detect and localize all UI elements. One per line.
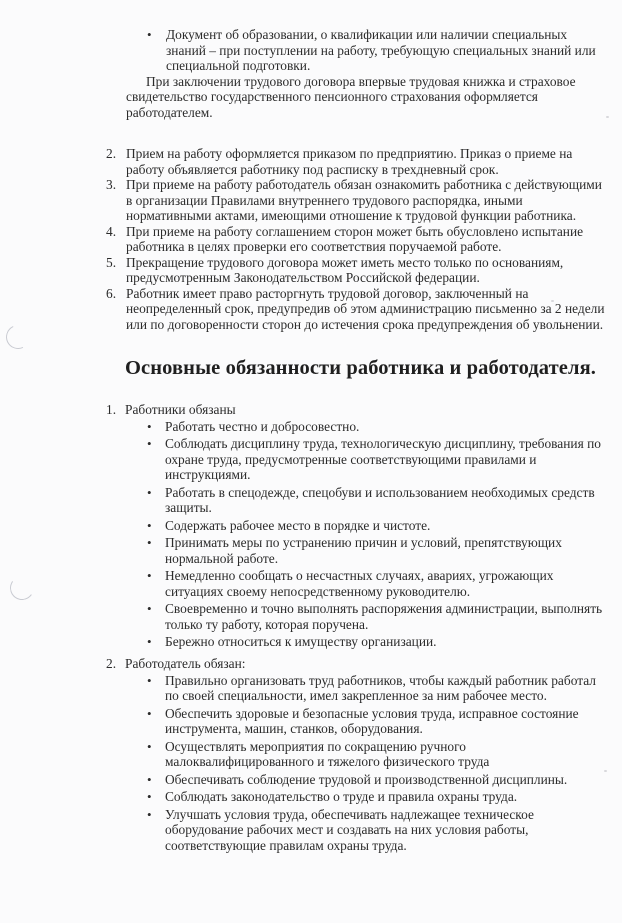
list-number: 3. [106,177,117,192]
section-bullet-line: Содержать рабочее место в порядке и чистоте. [165,517,431,533]
section-bullet-line: оборудование рабочих мест и создавать на них условия работы, [165,822,529,837]
list-item-line: При приеме на работу соглашением сторон может быть обусловлено испытание [126,223,584,239]
section-title: Работники обязаны [125,402,236,417]
section-bullet-line: Соблюдать законодательство о труде и правила охраны труда. [165,789,518,804]
list-number: 4. [106,223,117,239]
section-bullet-line: защиты. [165,500,212,515]
bullet-icon: • [147,517,152,533]
section-bullet-line: Обеспечить здоровые и безопасные условия труда, исправное состояние [165,705,579,721]
bullet-icon: • [147,672,152,688]
section-bullet-line: Правильно организовать труд работников, чтобы каждый работник работал [165,672,596,688]
list-item-line: в организации Правилами внутреннего трудового распорядка, иными [126,192,523,208]
section-bullet-line: нормальной работе. [165,550,279,566]
bullet-icon: • [147,601,152,616]
section-bullet-line: по своей специальности, имел закрепленное за ним рабочее место. [165,688,547,703]
list-number: 2. [106,146,117,161]
section-bullet-line: Улучшать условия труда, обеспечивать надлежащее техническое [165,806,534,822]
section-bullet-line: ситуациях своему непосредственному руководителю. [165,583,471,599]
bullet-icon: • [147,27,152,42]
intro-bullet-line: специальной подготовки. [166,58,311,73]
section-bullet-line: Соблюдать дисциплину труда, технологическую дисциплину, требования по [165,436,601,451]
intro-paragraph-line: работодателем. [126,104,213,120]
bullet-icon: • [147,705,152,721]
intro-paragraph-line: При заключении трудового договора впервые трудовая книжка и страховое [146,73,576,89]
bullet-icon: • [147,418,152,434]
bullet-icon: • [147,535,152,550]
list-item-line: или по договоренности сторон до истечения срока предупреждения об увольнении. [126,316,604,332]
bullet-icon: • [147,568,152,583]
section-bullet-line: соответствующие правилам охраны труда. [165,837,407,853]
list-item-line: Прием на работу оформляется приказом по предприятию. Приказ о приеме на [126,146,573,161]
section-bullet-line: Своевременно и точно выполнять распоряжения администрации, выполнять [165,601,603,616]
list-item-line: неопределенный срок, предупредив об этом администрацию письменно за 2 недели [126,301,605,316]
bullet-icon: • [147,738,152,754]
section-bullet-line: Работать честно и добросовестно. [165,418,360,434]
bullet-icon: • [147,634,152,649]
list-item-line: Прекращение трудового договора может иметь место только по основаниям, [126,254,564,270]
bullet-icon: • [147,789,152,804]
list-item-line: нормативными актами, имеющими отношение к трудовой функции работника. [126,208,577,223]
section-bullet-line: Работать в спецодежде, спецобуви и использованием необходимых средств [165,484,595,500]
list-item-line: работника в целях проверки его соответствия поручаемой работе. [126,239,502,254]
section-number: 1. [106,402,117,417]
section-bullet-line: Принимать меры по устранению причин и условий, препятствующих [165,535,562,550]
section-bullet-line: охране труда, предусмотренные соответствующими правилами и [165,451,537,467]
list-item-line: предусмотренным Законодательством Российской федерации. [126,270,480,285]
list-number: 6. [106,285,117,301]
section-bullet-line: только ту работу, которая поручена. [165,616,369,632]
bullet-icon: • [147,806,152,822]
section-title: Работодатель обязан: [125,656,246,671]
section-bullet-line: инструкциями. [165,467,251,482]
bullet-icon: • [147,436,152,451]
section-bullet-line: малоквалифицированного и тяжелого физического труда [165,754,490,769]
section-bullet-line: инструмента, машин, станков, оборудования. [165,721,423,736]
scan-speck [606,116,609,118]
section-bullet-line: Осуществлять мероприятия по сокращению ручного [165,738,466,754]
intro-bullet-line: знаний – при поступлении на работу, требующую специальных знаний или [166,42,596,58]
intro-paragraph-line: свидетельство государственного пенсионного страхования оформляется [126,89,538,104]
section-bullet-line: Бережно относиться к имуществу организации. [165,634,437,649]
section-number: 2. [106,656,117,671]
section-heading: Основные обязанности работника и работодателя. [125,357,597,379]
section-bullet-line: Обеспечивать соблюдение трудовой и производственной дисциплины. [165,771,568,787]
list-item-line: работу объявляется работнику под расписку в трехдневный срок. [126,161,499,177]
intro-bullet-line: Документ об образовании, о квалификации или наличии специальных [166,27,568,42]
scan-speck [604,770,607,772]
list-number: 5. [106,254,117,270]
section-bullet-line: Немедленно сообщать о несчастных случаях, авариях, угрожающих [165,568,554,583]
bullet-icon: • [147,771,152,787]
bullet-icon: • [147,484,152,500]
punch-hole-bottom [8,574,36,602]
punch-hole-top [3,322,34,353]
list-item-line: При приеме на работу работодатель обязан ознакомить работника с действующими [126,177,602,192]
list-item-line: Работник имеет право расторгнуть трудовой договор, заключенный на [126,285,529,301]
